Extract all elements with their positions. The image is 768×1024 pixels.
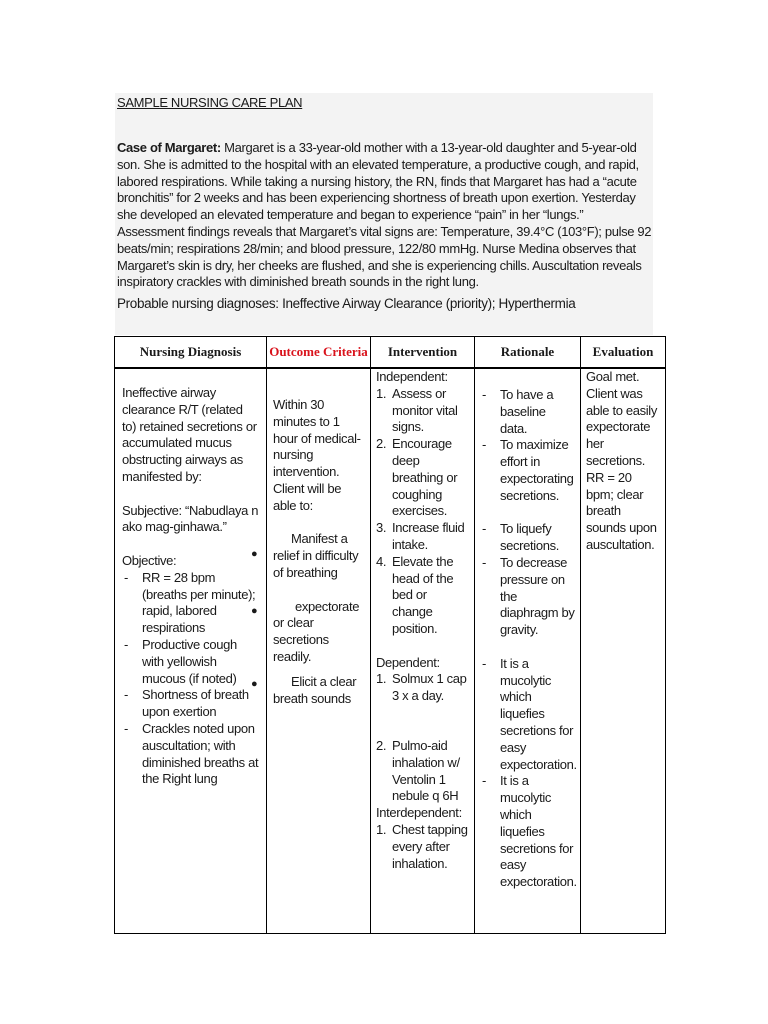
header-rationale: Rationale bbox=[475, 337, 581, 369]
bullet-icon: ● bbox=[251, 548, 258, 560]
outcome-intro: Within 30 minutes to 1 hour of medical-nursing intervention. Client will be able to: bbox=[273, 397, 361, 513]
diagnosis-statement: Ineffective airway clearance R/T (related to) retained secretions or accumulated mucus obstructing airways as manifested by: bbox=[122, 385, 257, 484]
header-outcome-criteria: Outcome Criteria bbox=[267, 337, 371, 369]
intervention-item: 1. Assess or monitor vital signs. bbox=[376, 385, 458, 435]
bullet-icon: ● bbox=[251, 605, 258, 617]
intervention-item: 3. Increase fluid intake. bbox=[376, 520, 465, 552]
bullet-icon: ● bbox=[251, 678, 258, 690]
probable-diagnoses: Probable nursing diagnoses: Ineffective Airway Clearance (priority); Hyperthermia bbox=[117, 296, 576, 311]
rationale-item: - It is a mucolytic which liquefies secretions for easy expectoration. bbox=[482, 773, 577, 890]
intervention-item: 1. Chest tapping every after inhalation. bbox=[376, 821, 468, 871]
intervention-cell bbox=[371, 368, 475, 934]
outcome-cell bbox=[251, 368, 371, 934]
rationale-item: - It is a mucolytic which liquefies secretions for easy expectoration. bbox=[482, 655, 577, 772]
objective-item: - Crackles noted upon auscultation; with diminished breaths at the Right lung bbox=[124, 720, 259, 787]
header-intervention: Intervention bbox=[371, 337, 475, 369]
rationale-cell bbox=[475, 368, 581, 934]
independent-label: Independent: bbox=[376, 369, 448, 384]
outcome-item: Elicit a clear breath sounds bbox=[273, 673, 357, 706]
case-description bbox=[117, 140, 653, 291]
evaluation-text: Goal met. Client was able to easily expectorate her secretions. RR = 20 bpm; clear breath sounds upon auscultation. bbox=[586, 369, 657, 552]
diagnosis-objective-label: Objective: bbox=[122, 552, 177, 568]
rationale-item: - To maximize effort in expectorating secretions. bbox=[482, 437, 574, 503]
dependent-label: Dependent: bbox=[376, 654, 440, 670]
objective-item: - Productive cough with yellowish mucous (if noted) bbox=[124, 636, 237, 686]
table-header-row bbox=[115, 337, 666, 369]
document-title: SAMPLE NURSING CARE PLAN bbox=[117, 95, 303, 110]
intervention-item: 1. Solmux 1 cap 3 x a day. bbox=[376, 671, 467, 704]
case-text: Margaret is a 33-year-old mother with a 13-year-old daughter and 5-year-old son. She is admitted to the hospital with an elevated temperature, a productive cough, and rapid, labored respirations. While taking a nursing history, the RN, finds that Margaret has had a “acute bronchitis” for 2 weeks and has been experiencing shortness of breath upon exertion. Yesterday she developed an elevated temperature and began to experience “pain” in her “lungs.” Assessment findings reveals that Margaret’s vital signs are: Temperature, 39.4°C (103°F); pulse 92 beats/min; respirations 28/min; and blood pressure, 122/80 mmHg. Nurse Medina observes that Margaret’s skin is dry, her cheeks are flushed, and she is experiencing chills. Auscultation reveals inspiratory crackles with diminished breath sounds in the right lung. bbox=[117, 140, 652, 290]
intervention-item: 2. Encourage deep breathing or coughing exercises. bbox=[376, 436, 458, 519]
outcome-item: expectorate or clear secretions readily. bbox=[273, 598, 360, 664]
interdependent-label: Interdependent: bbox=[376, 805, 462, 821]
rationale-item: - To liquefy secretions. bbox=[482, 521, 560, 554]
care-plan-table bbox=[114, 336, 666, 934]
intervention-item: 2. Pulmo-aid inhalation w/ Ventolin 1 nebule q 6H bbox=[376, 737, 460, 804]
diagnosis-cell bbox=[115, 368, 267, 934]
header-nursing-diagnosis: Nursing Diagnosis bbox=[115, 337, 267, 369]
case-label: Case of Margaret: bbox=[117, 140, 221, 155]
evaluation-cell bbox=[581, 368, 666, 934]
outcome-item: Manifest a relief in difficulty of breathing bbox=[273, 531, 359, 580]
header-evaluation: Evaluation bbox=[581, 337, 666, 369]
case-intro-block bbox=[115, 93, 653, 335]
objective-item: - RR = 28 bpm (breaths per minute); rapid, labored respirations bbox=[124, 569, 256, 636]
intervention-item: 4. Elevate the head of the bed or change position. bbox=[376, 553, 454, 636]
rationale-item: - To decrease pressure on the diaphragm by gravity. bbox=[482, 554, 575, 638]
objective-item: - Shortness of breath upon exertion bbox=[124, 687, 249, 720]
table-body-row bbox=[115, 368, 666, 934]
diagnosis-subjective: Subjective: “Nabudlaya n ako mag-ginhawa.” bbox=[122, 502, 259, 535]
rationale-item: - To have a baseline data. bbox=[482, 387, 554, 436]
